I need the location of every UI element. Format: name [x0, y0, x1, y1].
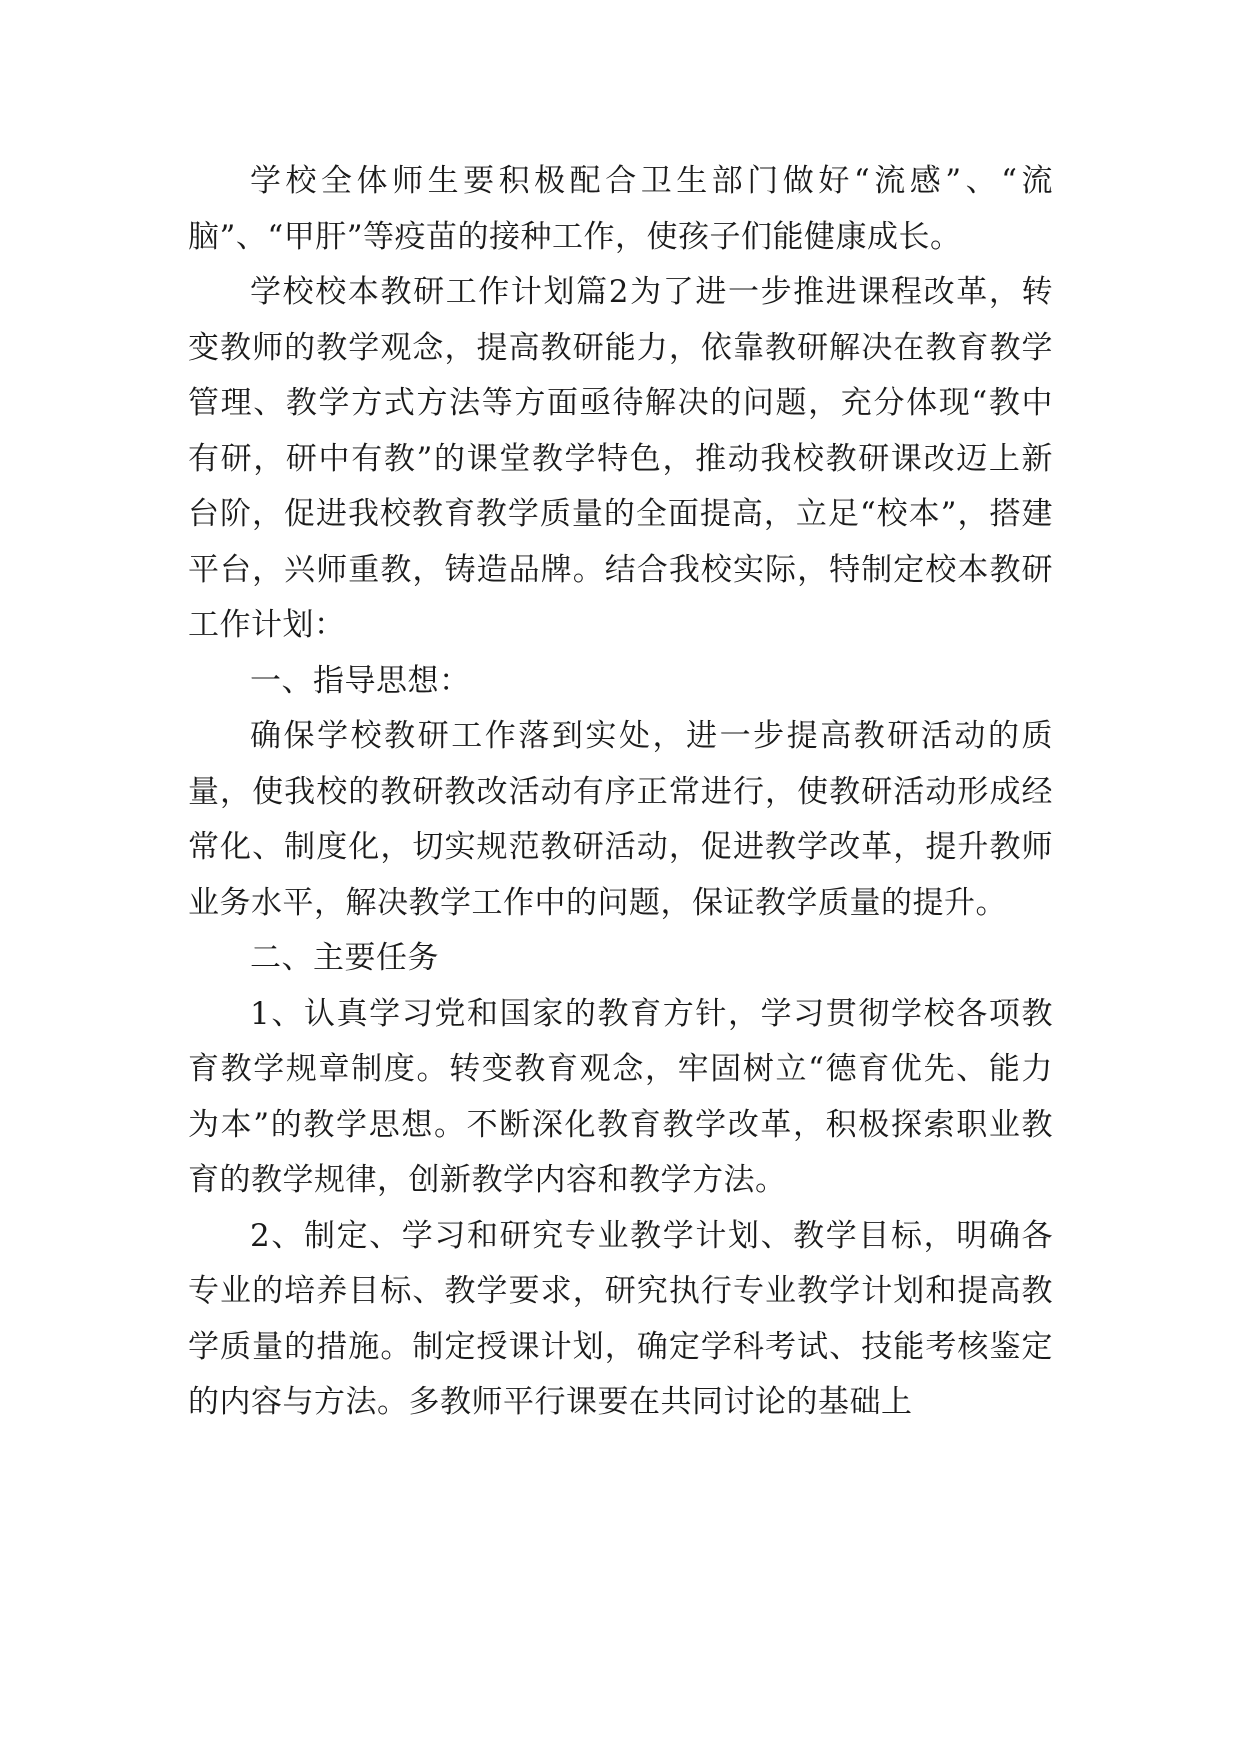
paragraph-task-1: 1、认真学习党和国家的教育方针，学习贯彻学校各项教育教学规章制度。转变教育观念，牢固树立“德育优先、能力为本”的教学思想。不断深化教育教学改革，积极探索职业教育的教学规律，创新教学内容和教学方法。	[188, 995, 1053, 1198]
document-body	[188, 154, 1053, 1431]
heading-main-tasks: 二、主要任务	[250, 940, 439, 976]
heading-guiding-ideology: 一、指导思想：	[250, 662, 471, 699]
paragraph-vaccination: 学校全体师生要积极配合卫生部门做好“流感”、“流脑”、“甲肝”等疫苗的接种工作，使孩子们能健康成长。	[188, 163, 1053, 255]
paragraph-task-2: 2、制定、学习和研究专业教学计划、教学目标，明确各专业的培养目标、教学要求，研究执行专业教学计划和提高教学质量的措施。制定授课计划，确定学科考试、技能考核鉴定的内容与方法。多教师平行课要在共同讨论的基础上	[188, 1217, 1053, 1420]
paragraph-guiding-ideology: 确保学校教研工作落到实处，进一步提高教研活动的质量，使我校的教研教改活动有序正常进行，使教研活动形成经常化、制度化，切实规范教研活动，促进教学改革，提升教师业务水平，解决教学工作中的问题，保证教学质量的提升。	[188, 718, 1053, 921]
paragraph-plan-intro: 学校校本教研工作计划篇2为了进一步推进课程改革，转变教师的教学观念，提高教研能力，依靠教研解决在教育教学管理、教学方式方法等方面亟待解决的问题，充分体现“教中有研，研中有教”的课堂教学特色，推动我校教研课改迈上新台阶，促进我校教育教学质量的全面提高，立足“校本”，搭建平台，兴师重教，铸造品牌。结合我校实际，特制定校本教研工作计划：	[188, 274, 1053, 643]
